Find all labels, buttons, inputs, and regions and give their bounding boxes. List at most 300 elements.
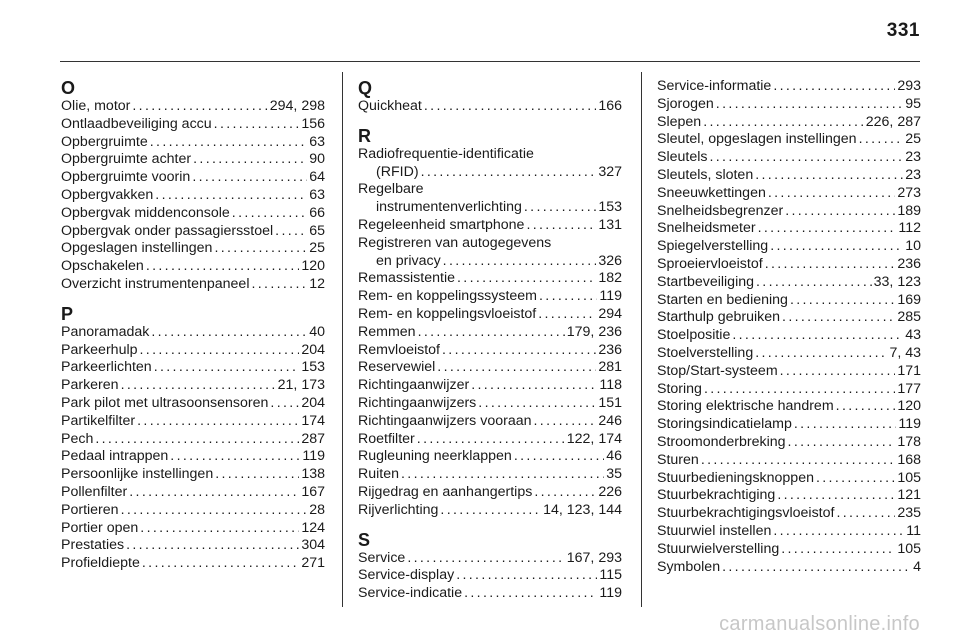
index-entry [61,431,325,449]
entry-leader-dots [539,288,597,306]
entry-pages: 121 [897,487,921,504]
index-entry [657,114,921,132]
entry-pages: 12 [309,275,325,292]
entry-pages: 64 [309,169,325,186]
index-entry [657,523,921,541]
entry-leader-dots [781,541,895,559]
index-entry [358,377,622,395]
entry-term-lead: Radiofrequentie-identificatie [358,145,534,162]
index-entry [358,567,622,585]
entry-leader-dots [418,324,565,342]
entry-pages: 124 [301,519,325,536]
entry-leader-dots [95,431,299,449]
entry-term: Prestaties [61,537,125,554]
entry-pages: 168 [897,451,921,468]
entry-leader-dots [836,505,895,523]
index-entry [657,238,921,256]
entry-leader-dots [756,274,872,292]
entry-leader-dots [154,359,300,377]
entry-pages: 119 [599,585,622,602]
entry-pages: 40 [309,323,325,340]
entry-leader-dots [457,270,596,288]
entry-pages: 46 [606,448,622,465]
index-column-1 [61,78,325,573]
entry-leader-dots [215,466,299,484]
entry-pages: 112 [898,220,921,237]
index-entry [358,585,622,603]
entry-term: Portier open [61,519,139,536]
entry-pages: 226 [598,483,622,500]
entry-leader-dots [755,345,887,363]
entry-leader-dots [214,240,307,258]
entry-leader-dots [790,292,895,310]
index-entry [61,134,325,152]
entry-leader-dots [151,324,307,342]
entry-term: Rugleuning neerklappen [358,448,512,465]
entry-leader-dots [192,169,307,187]
index-column-2 [358,78,622,603]
index-entry [358,359,622,377]
entry-leader-dots [126,537,299,555]
entry-term: Remvloeistof [358,341,441,358]
index-entry [61,205,325,223]
entry-pages: 166 [598,98,622,114]
entry-term: Profieldiepte [61,555,140,572]
entry-leader-dots [773,78,895,96]
index-section [358,126,622,520]
index-entry [61,520,325,538]
entry-pages: 95 [905,95,921,112]
entry-term: Quickheat [358,98,422,114]
index-entry [358,253,622,271]
entry-pages: 171 [897,362,921,379]
entry-pages: 28 [309,501,325,518]
entry-leader-dots [703,114,864,132]
entry-term: Spiegelverstelling [657,238,769,255]
entry-pages: 151 [598,394,622,411]
entry-term: Sproeiervloeistof [657,255,763,272]
entry-pages: 156 [301,115,325,132]
index-entry [61,240,325,258]
entry-leader-dots [701,452,896,470]
entry-term: Stroomonderbreking [657,433,786,450]
index-entry [358,413,622,431]
entry-term: Opbergruimte [61,133,148,150]
entry-pages: 285 [897,309,921,326]
entry-leader-dots [471,377,597,395]
entry-leader-dots [816,470,895,488]
index-entry [358,484,622,502]
entry-leader-dots [836,398,896,416]
entry-term: Stoelpositie [657,327,731,344]
entry-term: Olie, motor [61,98,131,114]
entry-pages: 21, 173 [277,377,325,394]
entry-pages: 115 [599,567,622,584]
entry-term: Parkeren [61,377,119,394]
index-entry [657,149,921,167]
entry-term: Sleutels [657,149,708,166]
entry-term: Pedaal intrappen [61,448,169,465]
entry-pages: 14, 123, 144 [543,501,622,518]
index-entry [657,292,921,310]
entry-leader-dots [417,431,565,449]
entry-leader-dots [716,96,903,114]
entry-pages: 204 [301,394,325,411]
index-entry [657,452,921,470]
entry-term: Service [358,549,406,566]
entry-leader-dots [129,484,299,502]
entry-leader-dots [526,217,596,235]
entry-pages: 63 [309,133,325,150]
index-entry [358,217,622,235]
entry-leader-dots [214,116,300,134]
entry-pages: 177 [897,380,921,397]
entry-pages: 287 [301,430,325,447]
index-entry [657,541,921,559]
entry-term: Reservewiel [358,359,436,376]
entry-term: Richtingaanwijzer [358,377,470,394]
entry-pages: 304 [301,537,325,554]
index-entry [358,502,622,520]
entry-term: Opbergruimte achter [61,151,192,168]
entry-pages: 105 [897,540,921,557]
index-entry-block [358,181,622,217]
index-entry [657,416,921,434]
entry-term: Service-display [358,567,455,584]
entry-leader-dots [275,223,307,241]
entry-pages: 326 [598,252,622,269]
index-entry [61,484,325,502]
entry-pages: 120 [301,258,325,275]
entry-term: Startbeveiliging [657,273,755,290]
header-rule [60,61,920,62]
entry-leader-dots [193,151,307,169]
entry-leader-dots [150,134,307,152]
entry-pages: 153 [301,359,325,376]
entry-term: Rem- en koppelingsvloeistof [358,305,537,322]
entry-pages: 167, 293 [566,549,622,566]
entry-term: Richtingaanwijzers [358,394,477,411]
index-entry [358,550,622,568]
entry-pages: 11 [906,522,921,539]
entry-leader-dots [424,98,596,116]
entry-leader-dots [140,520,299,538]
section-letter: P [61,303,74,324]
entry-pages: 178 [897,433,921,450]
entry-term: (RFID) [376,163,419,180]
entry-term: Park pilot met ultrasoonsensoren [61,394,269,411]
watermark: carmanualsonline.info [719,613,920,635]
section-letter: Q [358,78,373,98]
index-entry [61,466,325,484]
index-entry [657,203,921,221]
entry-leader-dots [534,413,597,431]
entry-term: Snelheidsbegrenzer [657,202,784,219]
index-entry [358,199,622,217]
entry-leader-dots [765,256,896,274]
index-entry [657,96,921,114]
entry-leader-dots [251,276,307,294]
index-entry [657,381,921,399]
entry-term: Snelheidsmeter [657,220,756,237]
entry-term: Stop/Start-systeem [657,362,778,379]
entry-pages: 167 [301,483,325,500]
index-entry [358,431,622,449]
entry-leader-dots [534,484,596,502]
entry-term: Storingsindicatielamp [657,416,792,433]
column-divider-2 [641,72,642,607]
entry-pages: 63 [309,186,325,203]
index-entry [657,327,921,345]
index-column-3 [657,78,921,576]
entry-pages: 119 [302,448,325,465]
entry-pages: 35 [606,466,622,483]
entry-term: Sleutel, opgeslagen instellingen [657,131,857,148]
entry-leader-dots [758,220,897,238]
entry-pages: 271 [301,555,325,572]
entry-term: Portieren [61,501,119,518]
entry-pages: 169 [897,291,921,308]
index-entry [358,448,622,466]
entry-pages: 25 [309,240,325,257]
entry-term: Opbergvakken [61,186,154,203]
entry-term-lead: Regelbare [358,181,424,198]
entry-leader-dots [514,448,604,466]
entry-leader-dots [780,363,896,381]
entry-pages: 204 [301,341,325,358]
entry-pages: 281 [598,359,622,376]
entry-term: Opgeslagen instellingen [61,240,213,257]
entry-leader-dots [782,309,895,327]
entry-leader-dots [704,381,895,399]
entry-leader-dots [121,502,308,520]
index-entry [657,78,921,96]
entry-leader-dots [732,327,903,345]
entry-term: Overzicht instrumentenpaneel [61,275,250,292]
index-entry [358,98,622,116]
index-entry [61,324,325,342]
entry-term: Parkeerhulp [61,341,138,358]
entry-leader-dots [401,466,604,484]
index-entry [657,434,921,452]
column-divider-1 [342,72,343,607]
index-section [358,530,622,603]
entry-pages: 138 [301,466,325,483]
entry-term: Rijverlichting [358,501,439,518]
page-number: 331 [886,20,920,41]
index-entry [61,377,325,395]
entry-leader-dots [232,205,307,223]
entry-pages: 4 [913,558,921,575]
entry-pages: 246 [598,412,622,429]
entry-leader-dots [132,98,267,116]
entry-term-lead: Registreren van autogegevens [358,234,552,251]
entry-pages: 118 [599,377,622,394]
entry-leader-dots [146,258,300,276]
entry-pages: 179, 236 [566,323,622,340]
entry-leader-dots [478,395,596,413]
index-entry [358,466,622,484]
entry-pages: 327 [598,163,622,180]
entry-term: Opbergvak middenconsole [61,204,230,221]
index-entry [61,169,325,187]
entry-term: Sneeuwkettingen [657,184,766,201]
entry-pages: 236 [598,341,622,358]
index-entry [657,559,921,577]
entry-pages: 153 [598,199,622,216]
index-entry [358,288,622,306]
entry-leader-dots [768,185,895,203]
entry-pages: 294, 298 [269,98,325,114]
entry-term: Partikelfilter [61,412,136,429]
index-entry [61,537,325,555]
index-entry [61,187,325,205]
entry-pages: 273 [897,184,921,201]
entry-leader-dots [859,131,904,149]
entry-leader-dots [142,555,299,573]
entry-pages: 131 [598,216,622,233]
entry-term: Stuurwielverstelling [657,540,780,557]
section-letter: O [61,78,76,98]
entry-pages: 236 [897,255,921,272]
index-entry [657,505,921,523]
entry-leader-dots [788,434,896,452]
entry-term: Opbergruimte voorin [61,169,191,186]
entry-pages: 122, 174 [566,430,622,447]
entry-term: Sjorogen [657,95,714,112]
index-entry [61,276,325,294]
entry-leader-dots [440,502,541,520]
entry-pages: 119 [599,288,622,305]
index-entry [358,324,622,342]
entry-term: Richtingaanwijzers vooraan [358,412,532,429]
entry-leader-dots [442,342,596,360]
index-entry [657,309,921,327]
entry-term: Roetfilter [358,430,415,447]
entry-pages: 120 [897,398,921,415]
entry-pages: 23 [905,149,921,166]
entry-leader-dots [777,487,895,505]
entry-leader-dots [270,395,299,413]
entry-term: Storing elektrische handrem [657,398,834,415]
entry-pages: 189 [897,202,921,219]
entry-leader-dots [773,523,904,541]
entry-leader-dots [709,149,903,167]
index-entry [657,398,921,416]
index-entry [61,98,325,116]
entry-term: Sturen [657,451,699,468]
entry-pages: 119 [898,416,921,433]
index-entry [61,413,325,431]
index-entry [61,342,325,360]
entry-pages: 226, 287 [865,113,921,130]
entry-term: Ontlaadbeveiliging accu [61,115,212,132]
index-entry [358,342,622,360]
entry-term: Regeleenheid smartphone [358,216,525,233]
entry-leader-dots [137,413,299,431]
entry-term: Service-informatie [657,78,772,94]
entry-pages: 65 [309,222,325,239]
index-entry [657,185,921,203]
entry-pages: 7, 43 [889,344,921,361]
entry-term: Stuurbedieningsknoppen [657,469,814,486]
index-entry [657,167,921,185]
entry-pages: 105 [897,469,921,486]
index-entry-block [358,235,622,271]
entry-leader-dots [464,585,597,603]
index-section [61,78,325,294]
entry-term: Stoelverstelling [657,344,754,361]
entry-term: Storing [657,380,702,397]
index-entry [61,116,325,134]
entry-leader-dots [140,342,300,360]
index-entry [61,258,325,276]
entry-leader-dots [443,253,597,271]
entry-pages: 235 [897,505,921,522]
entry-leader-dots [407,550,564,568]
index-section [358,78,622,116]
entry-leader-dots [794,416,897,434]
entry-term: Opbergvak onder passagiersstoel [61,222,274,239]
entry-pages: 23 [905,166,921,183]
index-entry [657,256,921,274]
entry-leader-dots [421,164,597,182]
entry-term: Pech [61,430,94,447]
index-entry [657,345,921,363]
entry-pages: 25 [905,131,921,148]
index-entry [61,555,325,573]
index-entry [657,274,921,292]
entry-pages: 33, 123 [873,273,921,290]
entry-leader-dots [155,187,307,205]
entry-term: Panoramadak [61,323,150,340]
index-entry [61,151,325,169]
entry-term: Rem- en koppelingssysteem [358,288,537,305]
index-entry [358,395,622,413]
index-entry [358,306,622,324]
index-section [657,78,921,576]
entry-leader-dots [722,559,911,577]
entry-pages: 10 [905,238,921,255]
index-entry [657,470,921,488]
entry-term: Service-indicatie [358,585,463,602]
entry-term: Stuurbekrachtiging [657,487,776,504]
entry-leader-dots [538,306,596,324]
entry-term: Ruiten [358,466,400,483]
index-entry-block [358,146,622,182]
index-entry [358,164,622,182]
entry-term: Remassistentie [358,270,455,287]
entry-term: Stuurwiel instellen [657,522,772,539]
entry-term: Pollenfilter [61,483,128,500]
entry-pages: 293 [897,78,921,94]
entry-term: Parkeerlichten [61,359,152,376]
index-entry [657,487,921,505]
entry-leader-dots [755,167,903,185]
entry-pages: 43 [905,327,921,344]
entry-pages: 294 [598,305,622,322]
index-entry [61,448,325,466]
entry-leader-dots [456,567,597,585]
entry-leader-dots [524,199,596,217]
entry-term: en privacy [376,252,441,269]
entry-pages: 182 [598,270,622,287]
entry-leader-dots [170,448,300,466]
index-entry [61,395,325,413]
entry-leader-dots [770,238,903,256]
index-entry [657,220,921,238]
entry-leader-dots [437,359,596,377]
